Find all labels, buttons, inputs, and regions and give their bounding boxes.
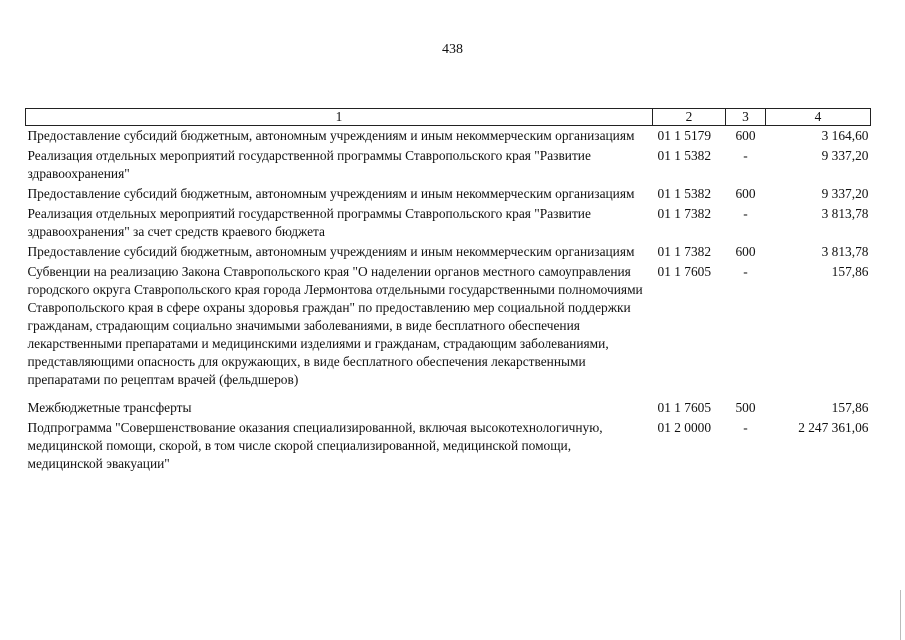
row-sum: 3 813,78 <box>821 206 869 221</box>
row-name: Реализация отдельных мероприятий государственной программы Ставропольского края "Развитие здравоохранения" за счет средств краевого бюджета <box>27 206 591 239</box>
column-header-code: 2 <box>653 109 726 126</box>
table-row <box>26 204 871 242</box>
table-row <box>26 390 871 418</box>
row-code: 01 1 7605 <box>657 264 712 279</box>
table-row <box>26 262 871 390</box>
budget-table <box>25 108 871 474</box>
row-sum: 3 813,78 <box>821 244 869 259</box>
row-kind: - <box>743 420 748 435</box>
row-code: 01 1 5382 <box>657 186 712 201</box>
table-row <box>26 184 871 204</box>
scan-edge-line <box>900 590 901 640</box>
table-row <box>26 146 871 184</box>
row-sum: 157,86 <box>831 264 869 279</box>
row-name: Предоставление субсидий бюджетным, автономным учреждениям и иным некоммерческим организациям <box>27 244 635 259</box>
column-header-kind: 3 <box>726 109 766 126</box>
column-header-name: 1 <box>26 109 653 126</box>
row-code: 01 1 5179 <box>657 128 712 143</box>
row-code: 01 1 7605 <box>657 400 712 415</box>
table-header-row <box>26 109 871 126</box>
row-code: 01 1 5382 <box>657 148 712 163</box>
row-sum: 3 164,60 <box>821 128 869 143</box>
row-name: Межбюджетные трансферты <box>27 400 192 415</box>
row-name: Предоставление субсидий бюджетным, автономным учреждениям и иным некоммерческим организациям <box>27 128 635 143</box>
row-kind: 500 <box>735 400 756 415</box>
row-code: 01 1 7382 <box>657 206 712 221</box>
row-sum: 2 247 361,06 <box>798 420 869 435</box>
row-kind: - <box>743 264 748 279</box>
row-code: 01 2 0000 <box>657 420 712 435</box>
row-code: 01 1 7382 <box>657 244 712 259</box>
row-kind: - <box>743 206 748 221</box>
table-row <box>26 418 871 474</box>
page-number: 438 <box>442 42 463 57</box>
row-name: Подпрограмма "Совершенствование оказания специализированной, включая высокотехнологичную, медицинской помощи, скорой, в том числе скорой специализированной, медицинской помощи, медицинской эвакуации" <box>27 420 603 471</box>
row-kind: 600 <box>735 128 756 143</box>
row-sum: 157,86 <box>831 400 869 415</box>
row-kind: 600 <box>735 244 756 259</box>
row-sum: 9 337,20 <box>821 186 869 201</box>
table-row <box>26 126 871 147</box>
table-row <box>26 242 871 262</box>
row-name: Предоставление субсидий бюджетным, автономным учреждениям и иным некоммерческим организациям <box>27 186 635 201</box>
row-name: Реализация отдельных мероприятий государственной программы Ставропольского края "Развитие здравоохранения" <box>27 148 591 181</box>
row-kind: - <box>743 148 748 163</box>
row-kind: 600 <box>735 186 756 201</box>
column-header-sum: 4 <box>766 109 871 126</box>
row-sum: 9 337,20 <box>821 148 869 163</box>
row-name: Субвенции на реализацию Закона Ставропольского края "О наделении органов местного самоуправления городского округа Ставропольского края города Лермонтова отдельными государственными полномочиями Ставропольского края в сфере охраны здоровья граждан" по предоставлению мер социальной поддержки гражданам, страдающим социально значимыми заболеваниями, в виде бесплатного обеспечения лекарственными препаратами и медицинскими изделиями и гражданам, страдающим заболеваниями, представляющими опасность для окружающих, в виде бесплатного обеспечения лекарственными препаратами по рецептам врачей (фельдшеров) <box>27 264 643 387</box>
